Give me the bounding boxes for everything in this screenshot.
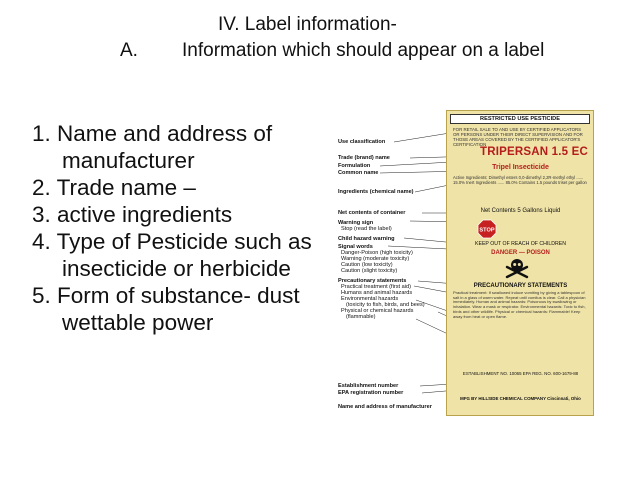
list-item: 4. Type of Pesticide such as insecticide or herbicide — [32, 229, 312, 281]
danger-poison-text: DANGER — POISON — [491, 250, 550, 256]
label-environmental: Environmental hazards — [341, 296, 399, 302]
label-toxicity-fish: (toxicity to fish, birds, and bees) — [346, 302, 425, 308]
skull-crossbones-icon — [505, 258, 529, 280]
ingredients-text: Active Ingredients: Dimethyl esters 0,0-dimethyl 2,2R-methyl ethyl ...... 15.0% Inert Ingredients ...... 85.0% Contains 1.5 pounds triset per gallon — [453, 175, 587, 185]
label-trade-name: Trade (brand) name — [338, 155, 390, 161]
label-human-animal: Humans and animal hazards — [341, 290, 413, 296]
label-epa-registration: EPA registration number — [338, 390, 404, 396]
heading-text: Information which should appear on a label — [182, 40, 545, 61]
label-flammable: (flammable) — [346, 314, 376, 320]
label-establishment: Establishment number — [338, 383, 399, 389]
use-classification-text: FOR RETAIL SALE TO AND USE BY CERTIFIED APPLICATORS OR PERSONS UNDER THEIR DIRECT SUPERVISION AND FOR THOSE AREAS COVERED BY THE CERTIFIED APPLICATOR'S CERTIFICATION — [453, 127, 583, 147]
label-use-classification: Use classification — [338, 139, 386, 145]
label-diagram — [338, 110, 596, 416]
list-item: 1. Name and address of manufacturer — [32, 121, 273, 173]
child-hazard-text: KEEP OUT OF REACH OF CHILDREN — [475, 241, 566, 247]
restricted-use-header: RESTRICTED USE PESTICIDE — [450, 114, 590, 124]
heading-letter: A. — [120, 40, 138, 61]
label-practical-treatment: Practical treatment (first aid) — [341, 284, 411, 290]
precautionary-text: Practical treatment: If swallowed induce vomiting by giving a tablespoon of salt in a glass of warm water. Repeat until vomitus is clear. Call a physician immediately. Human and animal hazards: Poisonous by swallowing or inhalation. Wear a mask or respirator. Environmental hazards: Toxic to fish, birds and other wildlife. Physical or chemical hazards: Flammable! Keep away from heat or open flame. — [453, 290, 586, 319]
label-name-address: Name and address of manufacturer — [338, 404, 432, 410]
stop-sign-text: STOP — [479, 227, 495, 234]
label-physical-chemical: Physical or chemical hazards — [341, 308, 414, 314]
label-caution-slight: Caution (slight toxicity) — [341, 268, 398, 274]
points-list — [32, 120, 332, 336]
label-precautionary: Precautionary statements — [338, 278, 407, 284]
label-child-hazard: Child hazard warning — [338, 236, 395, 242]
precautionary-title: PRECAUTIONARY STATEMENTS — [473, 283, 568, 289]
label-common-name: Common name — [338, 170, 379, 176]
common-name: Tripel Insecticide — [492, 164, 549, 171]
list-item: 3. active ingredients — [32, 202, 233, 227]
stop-sign-icon — [477, 219, 497, 239]
brand-name: TRIPERSAN 1.5 EC — [479, 146, 588, 158]
list-item: 5. Form of substance- dust wettable power — [32, 283, 300, 335]
label-warning-moderate: Warning (moderate toxicity) — [341, 256, 410, 262]
list-item: 2. Trade name – — [32, 175, 196, 200]
label-caution-low: Caution (low toxicity) — [341, 262, 393, 268]
heading-line-1: IV. Label information- — [218, 14, 397, 35]
heading-line-2 — [120, 40, 544, 62]
label-formulation: Formulation — [338, 163, 371, 169]
label-ingredients: Ingredients (chemical name) — [338, 189, 414, 195]
label-stop-read: Stop (read the label) — [341, 226, 392, 232]
establishment-text: ESTABLISHMENT NO. 10065 EPA REG. NO. 600-1679-88 — [462, 371, 579, 376]
manufacturer-text: MFG BY HILLSIDE CHEMICAL COMPANY Cincinnati, Ohio — [460, 396, 581, 401]
label-danger-poison: Danger-Poison (high toxicity) — [341, 250, 413, 256]
net-contents: Net Contents 5 Gallons Liquid — [480, 208, 561, 214]
label-signal-words: Signal words — [338, 244, 373, 250]
label-net-contents: Net contents of container — [338, 210, 406, 216]
pesticide-label-panel — [446, 110, 594, 416]
label-warning-sign: Warning sign — [338, 220, 374, 226]
